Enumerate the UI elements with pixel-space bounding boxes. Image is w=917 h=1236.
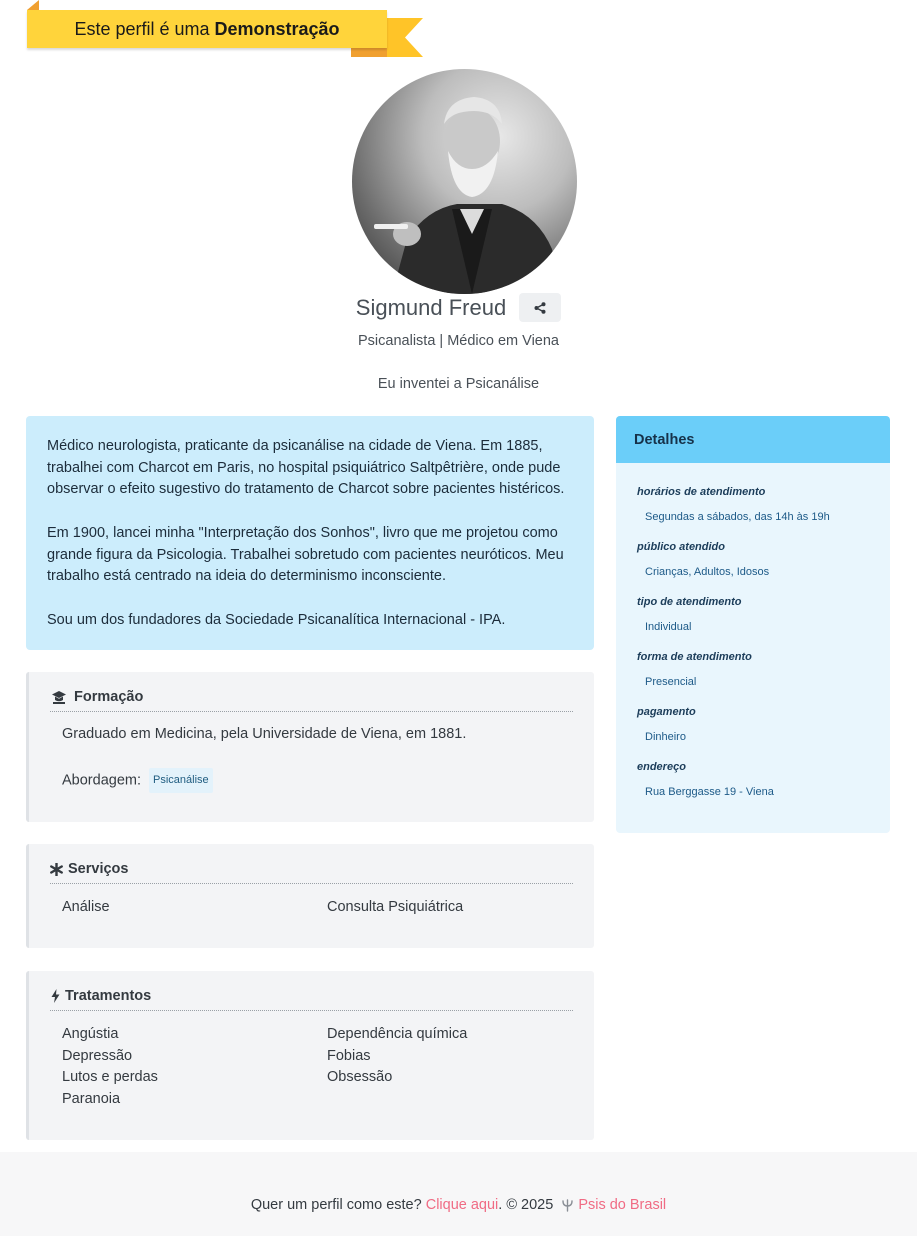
tratamentos-card [26, 971, 594, 1140]
detail-value: Presencial [645, 676, 697, 688]
abordagem-tag: Psicanálise [149, 768, 213, 793]
avatar [352, 69, 577, 294]
bolt-icon [50, 989, 60, 1003]
details-panel [616, 416, 890, 833]
formacao-card [26, 672, 594, 822]
abordagem-row [62, 768, 561, 793]
detail-label: tipo de atendimento [637, 596, 742, 608]
detail-value: Individual [645, 621, 692, 633]
banner-ribbon-fold [351, 48, 387, 57]
bio-paragraph: Sou um dos fundadores da Sociedade Psicanalítica Internacional - IPA. [47, 611, 506, 628]
tratamento-item: Lutos e perdas [62, 1069, 158, 1085]
servicos-title-label: Serviços [68, 861, 129, 877]
tratamento-item: Angústia [62, 1026, 119, 1042]
profile-tagline: Eu inventei a Psicanálise [377, 376, 540, 392]
profile-subtitle: Psicanalista | Médico em Viena [358, 333, 559, 349]
tratamentos-title [50, 988, 573, 1011]
footer-cta-link[interactable]: Clique aqui [425, 1197, 499, 1213]
detail-label: público atendido [637, 541, 725, 553]
asterisk-icon [50, 863, 63, 876]
footer-copyright: . © 2025 [498, 1197, 554, 1213]
bio-panel [26, 416, 594, 650]
formacao-text: Graduado em Medicina, pela Universidade de Viena, em 1881. [62, 726, 467, 742]
footer-brand-link[interactable]: Psis do Brasil [578, 1197, 667, 1213]
details-title: Detalhes [616, 416, 890, 463]
demo-banner-highlight: Demonstração [214, 18, 340, 39]
share-button[interactable] [519, 293, 561, 322]
tratamento-item: Obsessão [327, 1069, 393, 1085]
profile-header [0, 293, 917, 322]
servicos-title [50, 861, 573, 884]
profile-name: Sigmund Freud [355, 294, 507, 320]
bio-paragraph: Médico neurologista, praticante da psicanálise na cidade de Viena. Em 1885, trabalhei com Charcot em Paris, no hospital psiquiátrico Saltpêtrière, onde pude observar o efeito sugestivo do tratamento de Charcot sobre pacientes histéricos. [47, 438, 565, 498]
detail-label: horários de atendimento [637, 486, 766, 498]
formacao-title-label: Formação [74, 689, 144, 705]
detail-value: Rua Berggasse 19 - Viena [645, 786, 774, 798]
footer [0, 1152, 917, 1236]
share-icon [534, 302, 546, 314]
detail-value: Dinheiro [645, 731, 686, 743]
graduation-cap-icon [50, 690, 68, 704]
detail-label: endereço [637, 761, 686, 773]
demo-banner-prefix: Este perfil é uma [74, 18, 210, 39]
abordagem-label: Abordagem: [62, 772, 141, 789]
servico-item: Consulta Psiquiátrica [327, 899, 464, 915]
banner-ribbon-corner [27, 0, 39, 10]
footer-prefix: Quer um perfil como este? [250, 1197, 422, 1213]
tratamento-item: Dependência química [327, 1026, 468, 1042]
psi-logo-icon [562, 1199, 573, 1212]
bio-paragraph: Em 1900, lancei minha "Interpretação dos Sonhos", livro que me projetou como grande figura da Psicologia. Trabalhei sobretudo com pacientes neuróticos. Meu trabalho está centrado na ideia do determinismo inconsciente. [47, 524, 564, 585]
tratamentos-title-label: Tratamentos [65, 988, 152, 1004]
tratamento-item: Depressão [62, 1047, 133, 1064]
portrait-image [352, 69, 577, 294]
detail-value: Crianças, Adultos, Idosos [645, 566, 770, 578]
tratamento-item: Paranoia [62, 1090, 121, 1107]
tratamento-item: Fobias [327, 1047, 371, 1064]
servicos-card [26, 844, 594, 948]
detail-value: Segundas a sábados, das 14h às 19h [645, 511, 830, 523]
servico-item: Análise [62, 899, 110, 915]
detail-label: forma de atendimento [637, 651, 752, 663]
formacao-title [50, 689, 573, 712]
detail-label: pagamento [637, 706, 696, 718]
demo-banner [27, 10, 387, 48]
